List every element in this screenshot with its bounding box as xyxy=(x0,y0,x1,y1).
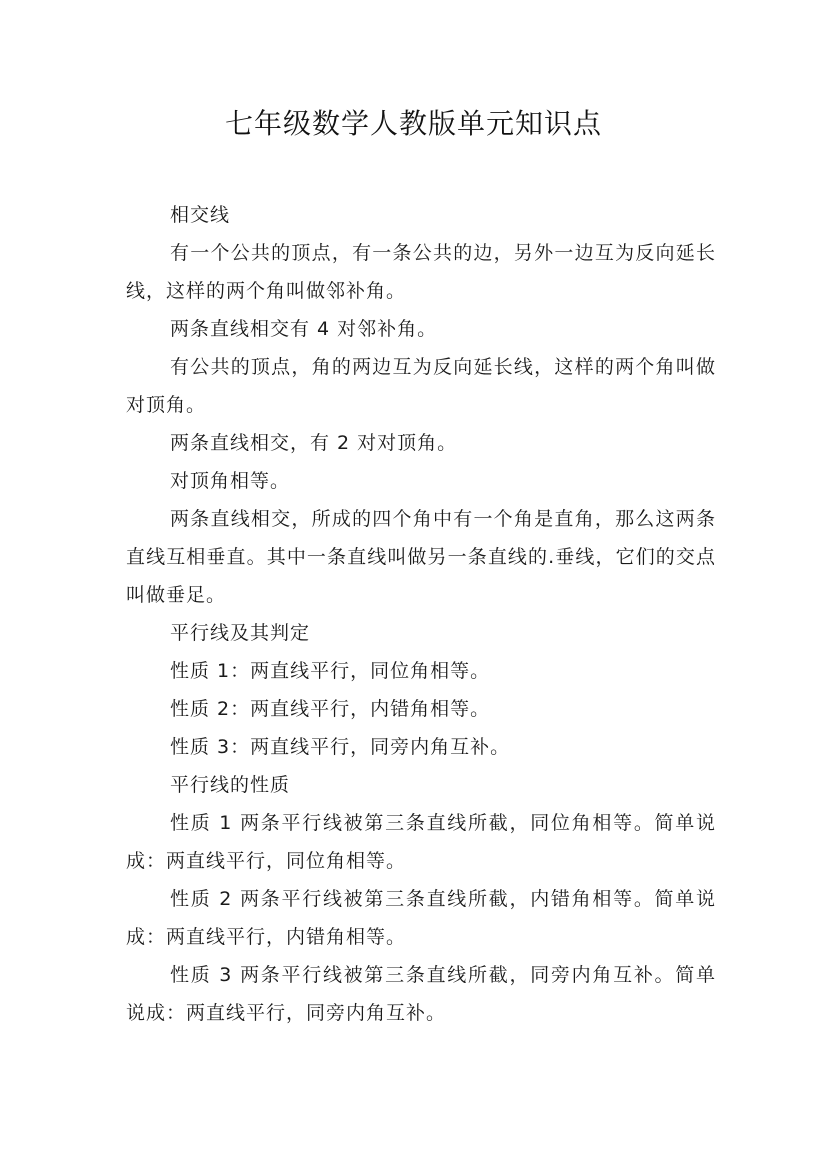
section-heading-parallel-lines-properties: 平行线的性质 xyxy=(170,774,291,796)
paragraph: 性质 3：两直线平行，同旁内角互补。 xyxy=(170,736,511,758)
paragraph: 两条直线相交有 4 对邻补角。 xyxy=(170,318,438,340)
paragraph: 有公共的顶点，角的两边互为反向延长线，这样的两个角叫做对顶角。 xyxy=(126,356,716,416)
paragraph: 对顶角相等。 xyxy=(170,470,291,492)
paragraph: 性质 1：两直线平行，同位角相等。 xyxy=(170,660,491,682)
paragraph: 两条直线相交，所成的四个角中有一个角是直角，那么这两条直线互相垂直。其中一条直线叫做另一条直线的.垂线，它们的交点叫做垂足。 xyxy=(126,508,716,606)
paragraph: 性质 1 两条平行线被第三条直线所截，同位角相等。简单说成：两直线平行，同位角相等。 xyxy=(126,812,716,872)
paragraph: 有一个公共的顶点，有一条公共的边，另外一边互为反向延长线，这样的两个角叫做邻补角。 xyxy=(126,242,716,302)
document-body xyxy=(126,196,716,1032)
paragraph: 性质 2：两直线平行，内错角相等。 xyxy=(170,698,491,720)
document-title: 七年级数学人教版单元知识点 xyxy=(224,107,602,140)
paragraph: 性质 2 两条平行线被第三条直线所截，内错角相等。简单说成：两直线平行，内错角相等。 xyxy=(126,888,716,948)
paragraph: 性质 3 两条平行线被第三条直线所截，同旁内角互补。简单说成：两直线平行，同旁内角互补。 xyxy=(126,964,716,1024)
section-heading-parallel-lines-criteria: 平行线及其判定 xyxy=(170,622,311,644)
paragraph: 两条直线相交，有 2 对对顶角。 xyxy=(170,432,458,454)
section-heading-intersecting-lines: 相交线 xyxy=(170,204,231,226)
